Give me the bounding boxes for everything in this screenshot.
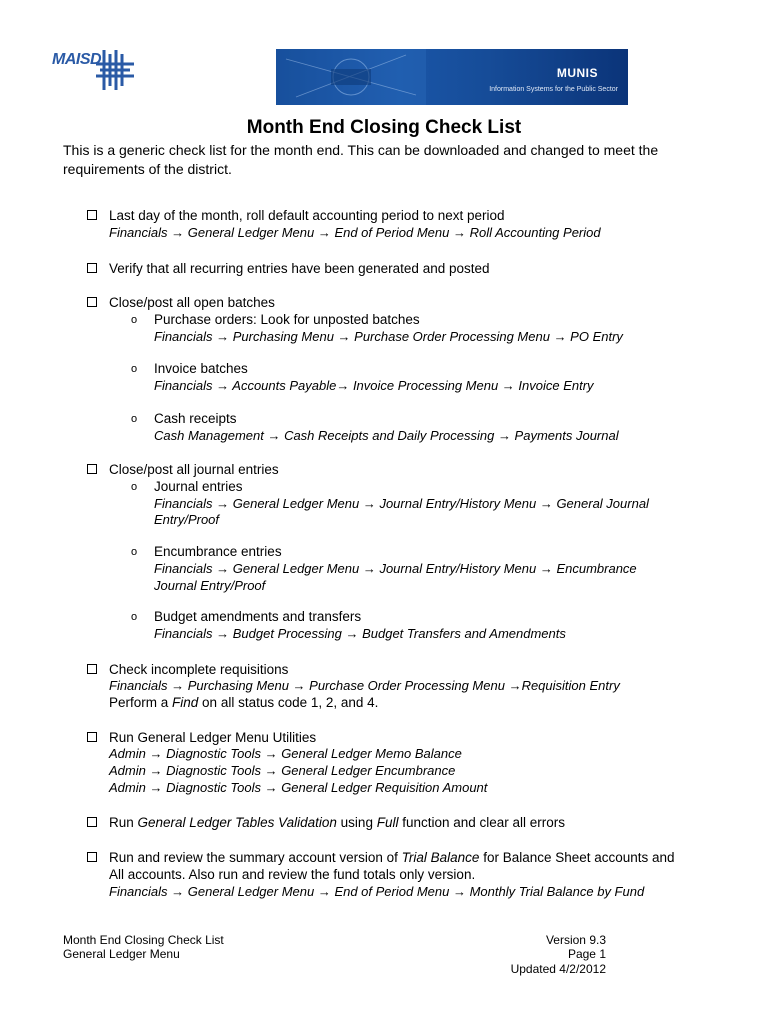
menu-path: Financials → Purchasing Menu → Purchase Order Processing Menu →Requisition Entry [109, 678, 620, 693]
menu-path: Financials → General Ledger Menu → End of Period Menu → Monthly Trial Balance by Fund [109, 884, 645, 899]
sub-bullet: o [131, 363, 138, 375]
logo-mark-icon [90, 46, 142, 94]
banner-tagline: Information Systems for the Public Sector [489, 86, 618, 93]
note-text: Perform a [109, 695, 173, 710]
page-title: Month End Closing Check List [246, 117, 522, 138]
checkbox[interactable] [87, 210, 97, 220]
menu-path: Cash Management → Cash Receipts and Daily Processing → Payments Journal [154, 428, 619, 443]
item-label [109, 814, 565, 831]
menu-path: Admin → Diagnostic Tools → General Ledger Encumbrance [109, 763, 456, 778]
label-emphasis: General Ledger Tables Validation [137, 815, 337, 830]
item-label: Run General Ledger Menu Utilities [109, 730, 317, 745]
sub-bullet: o [131, 546, 138, 558]
sub-bullet: o [131, 413, 138, 425]
sub-item-label: Purchase orders: Look for unposted batches [154, 312, 420, 327]
checkbox[interactable] [87, 732, 97, 742]
logo-text: MAISD [52, 51, 102, 68]
intro-text: This is a generic check list for the month end. This can be downloaded and changed to meet the requirements of the district. [63, 142, 659, 177]
label-text: Run [109, 815, 138, 830]
menu-path: Journal Entry/Proof [154, 578, 266, 593]
label-emphasis: Trial Balance [401, 850, 480, 865]
footer-page: Page 1 [567, 947, 606, 961]
checkbox[interactable] [87, 263, 97, 273]
sub-item-label: Encumbrance entries [154, 544, 282, 559]
sub-item-label: Journal entries [154, 479, 243, 494]
item-label-continued: All accounts. Also run and review the fund totals only version. [109, 867, 476, 882]
menu-path: Financials → Accounts Payable→ Invoice Processing Menu → Invoice Entry [154, 378, 594, 393]
sub-bullet: o [131, 611, 138, 623]
menu-path: Financials → General Ledger Menu → Journal Entry/History Menu → General Journal [154, 496, 649, 511]
checkbox[interactable] [87, 817, 97, 827]
footer-version: Version 9.3 [545, 933, 606, 947]
label-emphasis: Full [376, 815, 399, 830]
sub-bullet: o [131, 314, 138, 326]
menu-path: Admin → Diagnostic Tools → General Ledger Memo Balance [109, 746, 462, 761]
checkbox[interactable] [87, 297, 97, 307]
banner-brand: MUNIS [556, 66, 598, 80]
menu-path: Financials → General Ledger Menu → Journal Entry/History Menu → Encumbrance [154, 561, 637, 576]
item-label [109, 849, 675, 866]
item-label: Last day of the month, roll default accounting period to next period [109, 208, 505, 223]
menu-path: Admin → Diagnostic Tools → General Ledger Requisition Amount [109, 780, 488, 795]
note-text: on all status code 1, 2, and 4. [198, 695, 379, 710]
label-text: for Balance Sheet accounts and [479, 850, 675, 865]
label-text: function and clear all errors [398, 815, 566, 830]
maisd-logo [52, 46, 152, 94]
checkbox[interactable] [87, 852, 97, 862]
item-note [109, 694, 378, 711]
item-label: Check incomplete requisitions [109, 662, 289, 677]
label-text: using [336, 815, 377, 830]
note-emphasis: Find [172, 695, 199, 710]
menu-path: Financials → General Ledger Menu → End of Period Menu → Roll Accounting Period [109, 225, 601, 240]
sub-bullet: o [131, 481, 138, 493]
footer-doc-title: Month End Closing Check List [63, 933, 224, 947]
menu-path: Financials → Budget Processing → Budget Transfers and Amendments [154, 626, 566, 641]
checkbox[interactable] [87, 664, 97, 674]
item-label: Close/post all open batches [109, 295, 275, 310]
sub-item-label: Budget amendments and transfers [154, 609, 362, 624]
sub-item-label: Cash receipts [154, 411, 237, 426]
item-label: Verify that all recurring entries have been generated and posted [109, 261, 490, 276]
checkbox[interactable] [87, 464, 97, 474]
footer-section: General Ledger Menu [63, 947, 180, 961]
footer-updated: Updated 4/2/2012 [510, 962, 606, 976]
menu-path: Financials → Purchasing Menu → Purchase Order Processing Menu → PO Entry [154, 329, 623, 344]
menu-path: Entry/Proof [154, 512, 220, 527]
sub-item-label: Invoice batches [154, 361, 248, 376]
munis-banner [276, 49, 628, 105]
label-text: Run and review the summary account version of [109, 850, 402, 865]
item-label: Close/post all journal entries [109, 462, 279, 477]
